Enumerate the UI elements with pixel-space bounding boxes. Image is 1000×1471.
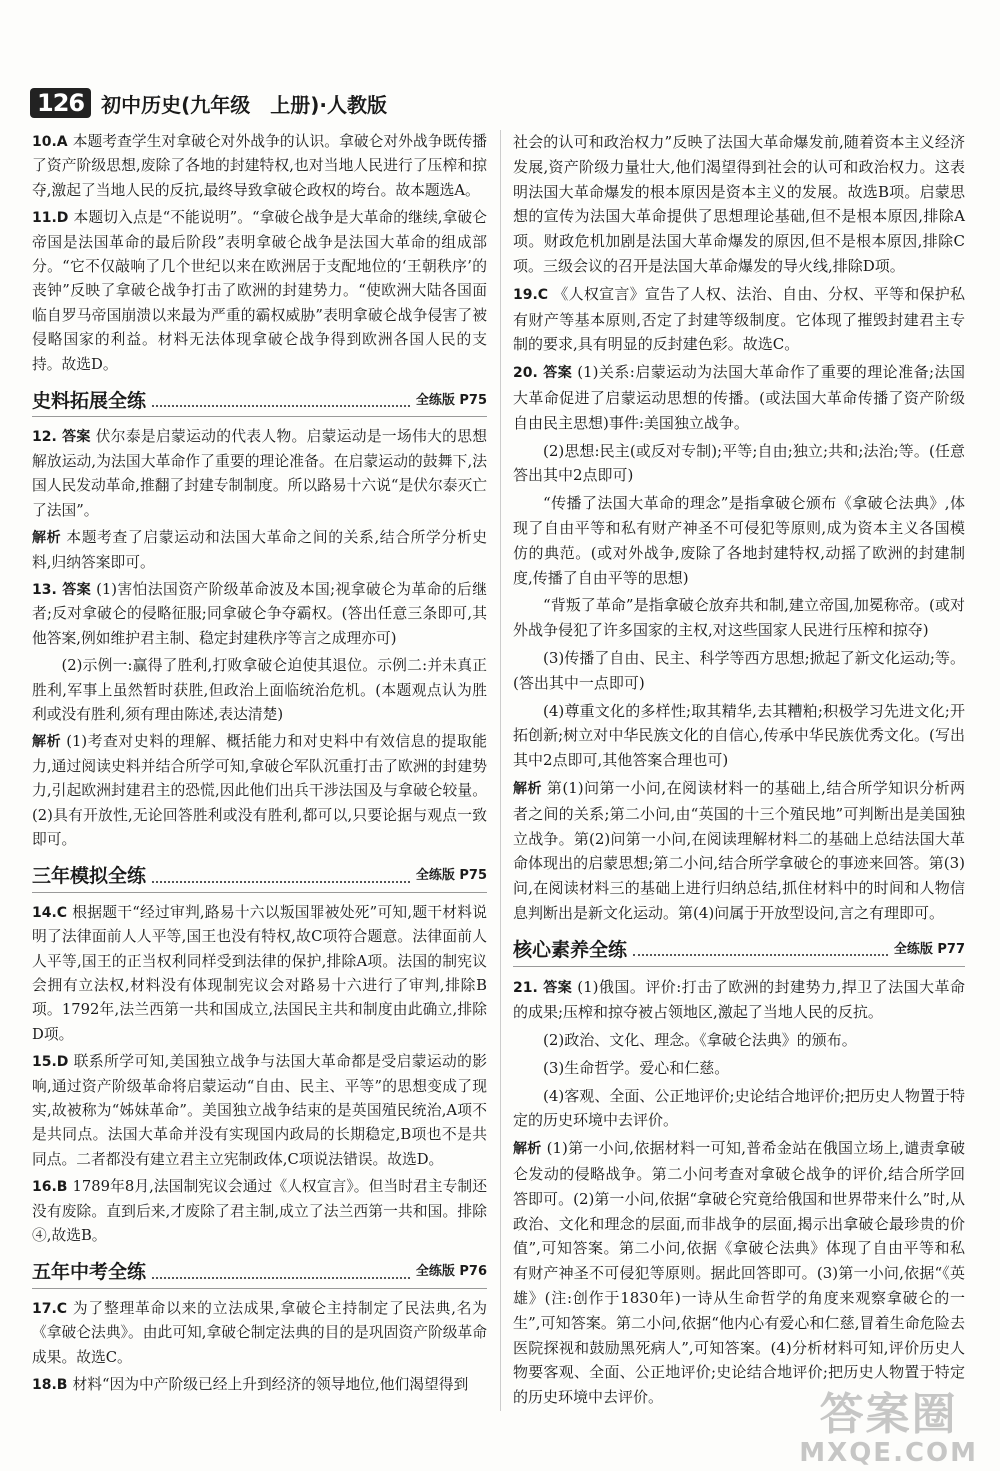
question-19 — [513, 282, 965, 357]
answer-text: (1)俄国。评价:打击了欧洲的封建势力,捍卫了法国大革命的成果;压榨和掠夺被占领地区,激起了当地人民的反抗。 — [513, 977, 965, 1022]
watermark-url: MXQE.COM — [799, 1438, 978, 1468]
question-text: 材料“因为中产阶级已经上升到经济的领导地位,他们渴望得到 — [72, 1376, 469, 1394]
section-header-three-year-mock — [32, 864, 487, 892]
answer-text: 伏尔泰是启蒙运动的代表人物。启蒙运动是一场伟大的思想解放运动,为法国大革命作了重要的理论准备。在启蒙运动的鼓舞下,法国人民发动革命,推翻了封建专制制度。所以路易十六说“是伏尔泰灭亡了法国”。 — [32, 428, 488, 519]
question-number: 14.C — [32, 904, 68, 921]
answer-text: (1)关系:启蒙运动为法国大革命作了重要的理论准备;法国大革命促进了启蒙运动思想的传播。(或法国大革命传播了资产阶级自由民主思想)事件:美国独立战争。 — [513, 363, 965, 432]
analysis-label: 解析 — [32, 530, 62, 547]
question-20-answer-5: (3)传播了自由、民主、科学等西方思想;掀起了新文化运动;等。(答出其中一点即可) — [513, 648, 965, 692]
section-header-historical-materials — [32, 389, 487, 417]
page-number: 126 — [30, 88, 91, 118]
question-text: 为了整理革命以来的立法成果,拿破仑主持制定了民法典,名为《拿破仑法典》。由此可知,拿破仑制定法典的目的是巩固资产阶级革命成果。故选C。 — [32, 1299, 487, 1366]
question-17 — [32, 1297, 487, 1370]
page-header — [30, 84, 387, 122]
answer-label: 答案 — [61, 581, 92, 598]
analysis-label: 解析 — [32, 734, 62, 751]
question-13-answer-2: (2)示例一:赢得了胜利,打败拿破仑迫使其退位。示例二:并未真正胜利,军事上虽然暂时获胜,但政治上面临统治危机。(本题观点认为胜利或没有胜利,须有理由陈述,表达清楚) — [32, 657, 487, 723]
question-text: 联系所学可知,美国独立战争与法国大革命都是受启蒙运动的影响,通过资产阶级革命将启蒙运动“自由、民主、平等”的思想变成了现实,故被称为“姊妹革命”。美国独立战争结束的是英国殖民统治,A项不是共同点。法国大革命并没有实现国内政局的长期稳定,B项也不是共同点。二者都没有建立君主立宪制政体,C项说法错误。故选D。 — [32, 1053, 487, 1168]
question-number: 15.D — [32, 1054, 69, 1071]
question-text: 本题考查学生对拿破仑对外战争的认识。拿破仑对外战争既传播了资产阶级思想,废除了各地的封建特权,也对当地人民进行了压榨和掠夺,激起了当地人民的反抗,最终导致拿破仑政权的垮台。故本题选A。 — [32, 133, 487, 199]
question-12-answer — [32, 425, 487, 523]
question-number: 18.B — [32, 1377, 68, 1394]
section-leader-dots — [152, 1267, 410, 1279]
question-number: 10.A — [32, 134, 68, 150]
question-20-analysis — [513, 776, 965, 926]
question-number: 21. — [513, 979, 538, 996]
section-page-ref: 全练版 P75 — [415, 393, 487, 409]
question-text: 本题切入点是“不能说明”。“拿破仑战争是大革命的继续,拿破仑帝国是法国革命的最后阶段”表明拿破仑战争是法国大革命的组成部分。“它不仅敲响了几个世纪以来在欧洲居于支配地位的‘王朝秩序’的丧钟”反映了拿破仑战争打击了欧洲的封建势力。“使欧洲大陆各国面临自罗马帝国崩溃以来最为严重的霸权威胁”表明拿破仑战争侵害了被侵略国家的利益。材料无法体现拿破仑战争得到欧洲各国人民的支持。故选D。 — [32, 209, 487, 373]
answer-text: (1)害怕法国资产阶级革命波及本国;视拿破仑为革命的后继者;反对拿破仑的侵略征服;同拿破仑争夺霸权。(答出任意三条即可,其他答案,例如维护君主制、稳定封建秩序等言之成理亦可) — [32, 580, 487, 647]
question-18-continued: 社会的认可和政治权力”反映了法国大革命爆发前,随着资本主义经济发展,资产阶级力量壮大,他们渴望得到社会的认可和政治权力。这表明法国大革命爆发的根本原因是资本主义的发展。故选B项。启蒙思想的宣传为法国大革命提供了思想理论基础,但不是根本原因,排除A项。财政危机加剧是法国大革命爆发的原因,但不是根本原因,排除C项。三级会议的召开是法国大革命爆发的导火线,排除D项。 — [513, 133, 965, 275]
section-page-ref: 全练版 P76 — [415, 1264, 487, 1280]
section-page-ref: 全练版 P75 — [415, 868, 487, 884]
analysis-text: 第(1)问第一小问,在阅读材料一的基础上,结合所学知识分析两者之间的关系;第二小问,由“英国的十三个殖民地”可判断出是美国独立战争。第(2)问第一小问,在阅读理解材料二的基础上总结法国大革命体现出的启蒙思想;第二小问,结合所学拿破仑的事迹来回答。第(3)问,在阅读材料三的基础上进行归纳总结,抓住材料中的时间和人物信息判断出是新文化运动。第(4)问属于开放型设问,言之有理即可。 — [513, 778, 966, 922]
column-divider — [500, 130, 501, 1411]
question-13-analysis — [32, 730, 487, 852]
section-title: 五年中考全练 — [32, 1261, 147, 1284]
question-number: 20. — [513, 365, 538, 382]
analysis-text: (1)第一小问,依据材料一可知,普希金站在俄国立场上,谴责拿破仑发动的侵略战争。第二小问考查对拿破仑战争的评价,结合所学回答即可。(2)第一小问,依据“拿破仑究竟给俄国和世界带来什么”时,从政治、文化和理念的层面,而非战争的层面,揭示出拿破仑最珍贵的价值”,可知答案。第二小问,依据《拿破仑法典》体现了自由平等和私有财产神圣不可侵犯等原则。据此回答即可。(3)第一小问,依据“《英雄》(注:创作于1830年)一诗从生命哲学的角度来观察拿破仑的一生”,可知答案。第二小问,依据“他内心有爱心和仁慈,冒着生命危险去医院探视和鼓励黑死病人”,可知答案。(4)分析材料可知,评价历史人物要客观、全面、公正地评价;史论结合地评价;把历史人物置于特定的历史环境中去评价。 — [513, 1139, 965, 1407]
analysis-text: 本题考查了启蒙运动和法国大革命之间的关系,结合所学分析史料,归纳答案即可。 — [32, 529, 488, 571]
question-20-answer-2: (2)思想:民主(或反对专制);平等;自由;独立;共和;法治;等。(任意答出其中2点即可) — [513, 441, 965, 485]
question-21-answer — [513, 975, 965, 1026]
question-21-answer-3: (3)生命哲学。爱心和仁慈。 — [543, 1058, 730, 1077]
question-20-answer-3: “传播了法国大革命的理念”是指拿破仑颁布《拿破仑法典》,体现了自由平等和私有财产神圣不可侵犯等原则,成为资本主义各国模仿的典范。(或对外战争,废除了各地封建特权,动摇了欧洲的封建制度,传播了自由平等的思想) — [513, 494, 965, 587]
site-watermark — [799, 1391, 978, 1467]
question-text: 《人权宣言》宣告了人权、法治、自由、分权、平等和保护私有财产等基本原则,否定了封建等级制度。它体现了摧毁封建君主专制的要求,具有明显的反封建色彩。故选C。 — [513, 284, 965, 354]
question-20-answer — [513, 360, 965, 435]
section-title: 核心素养全练 — [513, 938, 628, 961]
right-column — [513, 130, 965, 1441]
section-title: 史料拓展全练 — [32, 390, 147, 413]
question-21-answer-4: (4)客观、全面、公正地评价;史论结合地评价;把历史人物置于特定的历史环境中去评价。 — [513, 1086, 965, 1130]
analysis-text: (1)考查对史料的理解、概括能力和对史料中有效信息的提取能力,通过阅读史料并结合所学可知,拿破仑军队沉重打击了欧洲的封建势力,引起欧洲封建君主的恐慌,因此他们出兵干涉法国及与拿破仑较量。(2)具有开放性,无论回答胜利或没有胜利,都可以,只要论据与观点一致即可。 — [32, 733, 487, 848]
question-number: 16.B — [32, 1179, 68, 1196]
answer-label: 答案 — [61, 429, 91, 446]
answer-label: 答案 — [542, 979, 573, 996]
answer-label: 答案 — [542, 365, 573, 382]
section-leader-dots — [152, 871, 410, 883]
section-header-five-year-exam — [32, 1260, 487, 1288]
section-header-core-literacy — [513, 938, 965, 967]
question-text: 根据题干“经过审判,路易十六以叛国罪被处死”可知,题干材料说明了法律面前人人平等,国王也没有特权,故C项符合题意。法律面前人人平等,国王的正当权利同样受到法律的保护,排除A项。法国的制宪议会拥有立法权,材料没有体现制宪议会对路易十六进行了审判,排除B项。1792年,法兰西第一共和国成立,法国民主共和制度由此确立,排除D项。 — [32, 903, 487, 1043]
question-15 — [32, 1050, 487, 1172]
question-number: 13. — [32, 581, 57, 598]
book-title: 初中历史(九年级 上册)·人教版 — [101, 92, 387, 117]
section-leader-dots — [152, 395, 410, 407]
section-page-ref: 全练版 P77 — [893, 941, 965, 957]
question-14 — [32, 901, 487, 1047]
question-18-start — [32, 1373, 487, 1397]
section-title: 三年模拟全练 — [32, 865, 147, 888]
question-16 — [32, 1175, 487, 1248]
question-20-answer-4: “背叛了革命”是指拿破仑放弃共和制,建立帝国,加冕称帝。(或对外战争侵犯了许多国家的主权,对这些国家人民进行压榨和掠夺) — [513, 596, 965, 640]
question-13-answer — [32, 578, 487, 651]
section-leader-dots — [633, 944, 888, 956]
question-number: 19.C — [513, 286, 549, 303]
question-number: 12. — [32, 429, 57, 446]
analysis-label: 解析 — [513, 1141, 542, 1158]
question-21-answer-2: (2)政治、文化、理念。《拿破仑法典》的颁布。 — [543, 1031, 857, 1050]
question-number: 17.C — [32, 1300, 68, 1317]
question-text: 1789年8月,法国制宪议会通过《人权宣言》。但当时君主专制还没有废除。直到后来,才废除了君主制,成立了法兰西第一共和国。排除④,故选B。 — [32, 1178, 487, 1245]
question-10 — [32, 130, 487, 203]
analysis-label: 解析 — [513, 780, 542, 797]
watermark-logo: 答案圈 — [819, 1389, 958, 1440]
left-column — [32, 130, 487, 1441]
question-21-analysis — [513, 1136, 965, 1410]
question-11 — [32, 206, 487, 377]
question-12-analysis — [32, 526, 487, 575]
question-number: 11.D — [32, 210, 69, 227]
question-20-answer-6: (4)尊重文化的多样性;取其精华,去其糟粕;积极学习先进文化;开拓创新;树立对中华民族文化的自信心,传承中华民族优秀文化。(写出其中2点即可,其他答案合理也可) — [513, 701, 965, 770]
